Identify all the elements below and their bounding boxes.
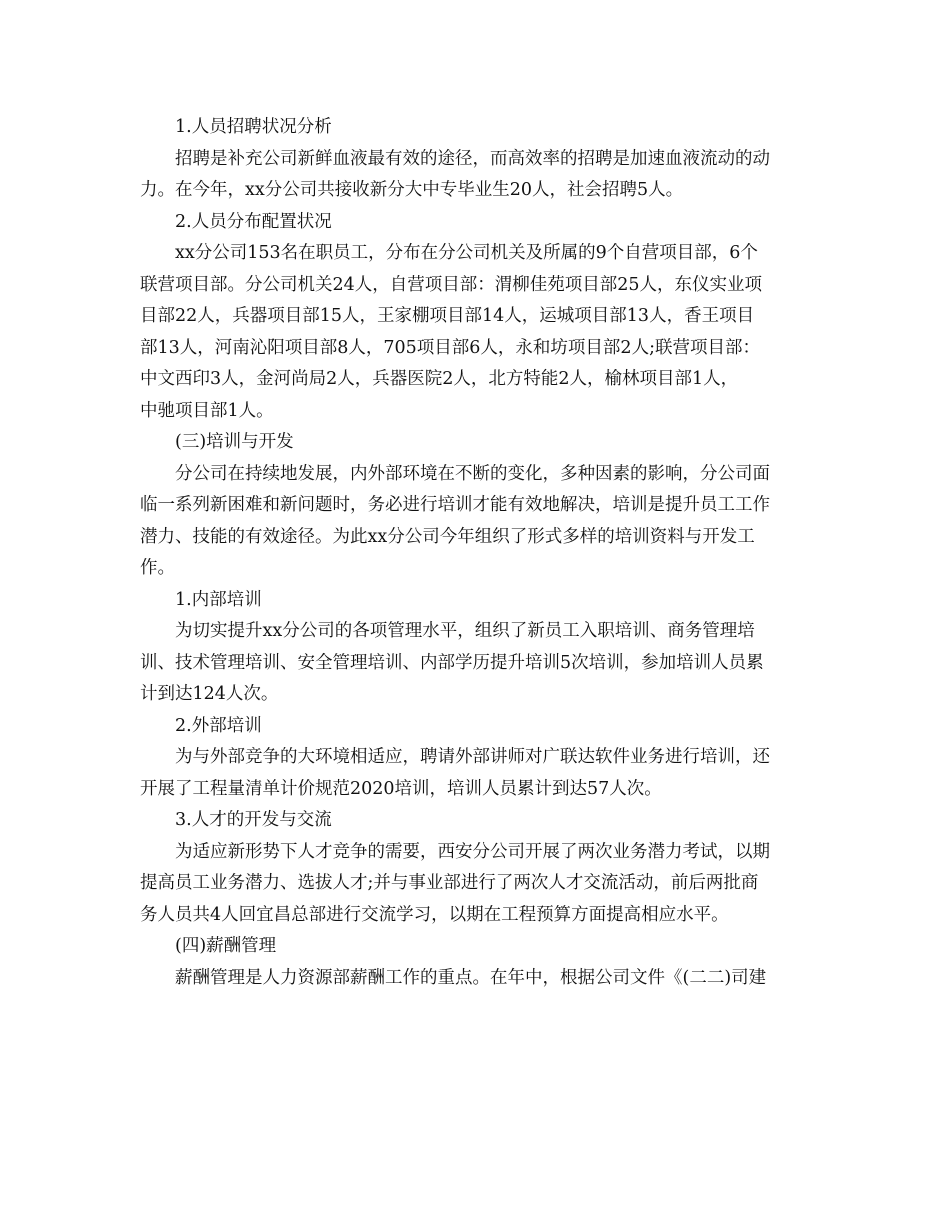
paragraph-line: 联营项目部。分公司机关24人，自营项目部：渭柳佳苑项目部25人，东仪实业项 <box>140 274 763 295</box>
paragraph-line: 为切实提升xx分公司的各项管理水平，组织了新员工入职培训、商务管理培 <box>175 621 755 641</box>
paragraph-line: 力。在今年，xx分公司共接收新分大中专毕业生20人，社会招聘5人。 <box>140 180 684 200</box>
paragraph-line: 招聘是补充公司新鲜血液最有效的途径，而高效率的招聘是加速血液流动的动 <box>175 148 770 169</box>
paragraph-line: xx分公司153名在职员工，分布在分公司机关及所属的9个自营项目部，6个 <box>175 243 758 263</box>
paragraph-line: 潜力、技能的有效途径。为此xx分公司今年组织了形式多样的培训资料与开发工 <box>140 526 755 547</box>
section-heading: 2.外部培训 <box>175 715 262 736</box>
paragraph-line: 作。 <box>140 558 175 578</box>
paragraph-line: 分公司在持续地发展，内外部环境在不断的变化，多种因素的影响，分公司面 <box>175 463 770 484</box>
paragraph-line: 目部22人，兵器项目部15人，王家棚项目部14人，运城项目部13人，香王项目 <box>140 306 755 326</box>
paragraph-line: 计到达124人次。 <box>140 684 279 704</box>
paragraph-line: 部13人，河南沁阳项目部8人，705项目部6人，永和坊项目部2人;联营项目部： <box>140 337 760 358</box>
paragraph-line: 训、技术管理培训、安全管理培训、内部学历提升培训5次培训，参加培训人员累 <box>140 652 764 673</box>
section-heading: 3.人才的开发与交流 <box>175 810 332 830</box>
paragraph-line: 为与外部竞争的大环境相适应，聘请外部讲师对广联达软件业务进行培训，还 <box>175 747 770 767</box>
paragraph-line: 中文西印3人，金河尚局2人，兵器医院2人，北方特能2人，榆林项目部1人， <box>140 369 739 389</box>
paragraph-line: 临一系列新困难和新问题时，务必进行培训才能有效地解决，培训是提升员工工作 <box>140 495 770 515</box>
paragraph-line: 开展了工程量清单计价规范2020培训，培训人员累计到达57人次。 <box>140 778 662 799</box>
document-body <box>140 112 812 994</box>
section-heading: (四)薪酬管理 <box>175 936 277 956</box>
paragraph-line: 提高员工业务潜力、选拔人才;并与事业部进行了两次人才交流活动，前后两批商 <box>140 873 759 893</box>
paragraph-line: 中驰项目部1人。 <box>140 400 274 421</box>
paragraph-line: 为适应新形势下人才竞争的需要，西安分公司开展了两次业务潜力考试，以期 <box>175 841 770 862</box>
paragraph-line: 务人员共4人回宜昌总部进行交流学习，以期在工程预算方面提高相应水平。 <box>140 904 729 925</box>
section-heading: (三)培训与开发 <box>175 432 294 452</box>
paragraph-line: 薪酬管理是人力资源部薪酬工作的重点。在年中，根据公司文件《(二二)司建 <box>175 967 767 988</box>
section-heading: 1.内部培训 <box>175 589 262 610</box>
section-heading: 2.人员分布配置状况 <box>175 211 332 232</box>
section-heading: 1.人员招聘状况分析 <box>175 117 332 137</box>
